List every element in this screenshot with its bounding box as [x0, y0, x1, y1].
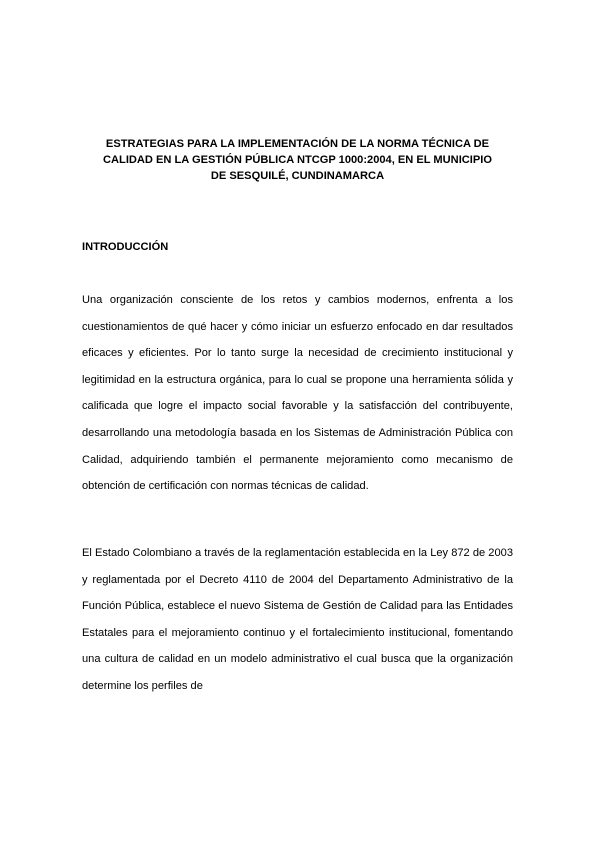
paragraph-estado: El Estado Colombiano a través de la reglamentación establecida en la Ley 872 de 2003 y reglamentada por el Decreto 4110 de 2004 del Departamento Administrativo de la Función Pública, establece el nuevo Sistema de Gestión de Calidad para las Entidades Estatales para el mejoramiento continuo y el fortalecimiento institucional, fomentando una cultura de calidad en un modelo administrativo el cual busca que la organización determine los perfiles de [82, 547, 513, 692]
paragraph-intro: Una organización consciente de los retos y cambios modernos, enfrenta a los cuestionamientos de qué hacer y cómo iniciar un esfuerzo enfocado en dar resultados eficaces y eficientes. Por lo tanto surge la necesidad de crecimiento institucional y legitimidad en la estructura orgánica, para lo cual se propone una herramienta sólida y calificada que logre el impacto social favorable y la satisfacción del contribuyente, desarrollando una metodología basada en los Sistemas de Administración Pública con Calidad, adquiriendo también el permanente mejoramiento como mecanismo de obtención de certificación con normas técnicas de calidad. [82, 294, 513, 493]
document-title: ESTRATEGIAS PARA LA IMPLEMENTACIÓN DE LA NORMA TÉCNICA DE CALIDAD EN LA GESTIÓN PÚBLICA NTCGP 1000:2004, EN EL MUNICIPIO DE SESQUILÉ, CUNDINAMARCA [103, 138, 492, 182]
section-heading: INTRODUCCIÓN [82, 241, 169, 253]
